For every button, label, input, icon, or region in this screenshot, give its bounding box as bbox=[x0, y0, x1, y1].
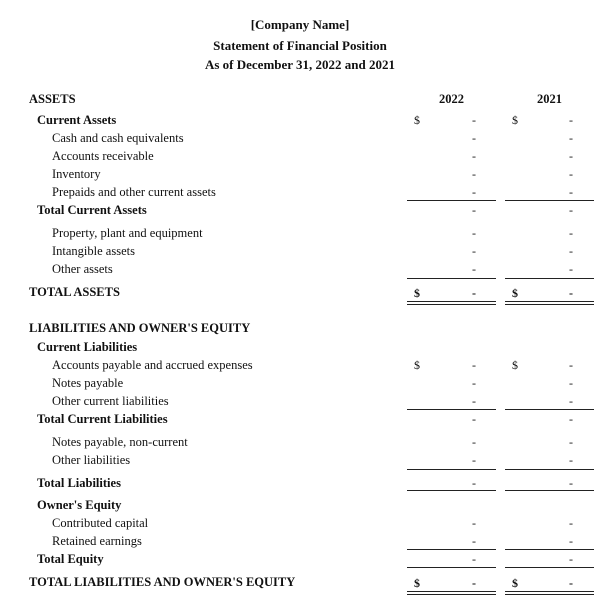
subtotal-rule bbox=[407, 567, 496, 568]
line-contributed-capital: Contributed capital bbox=[52, 516, 149, 530]
currency-sign: $ bbox=[512, 286, 518, 300]
value-cell: - bbox=[472, 131, 476, 145]
value-cell: - bbox=[472, 185, 476, 199]
line-receivable: Accounts receivable bbox=[52, 149, 154, 163]
total-rule bbox=[505, 490, 594, 491]
line-other-current-liabilities: Other current liabilities bbox=[52, 394, 169, 408]
value-cell: - bbox=[472, 203, 476, 217]
double-rule bbox=[407, 301, 496, 302]
subtotal-rule bbox=[505, 200, 594, 201]
value-cell: - bbox=[472, 453, 476, 467]
current-liabilities-heading: Current Liabilities bbox=[37, 340, 138, 354]
currency-sign: $ bbox=[414, 113, 420, 127]
subtotal-rule bbox=[407, 409, 496, 410]
value-cell: - bbox=[569, 286, 573, 300]
value-cell: - bbox=[569, 244, 573, 258]
value-cell: - bbox=[472, 358, 476, 372]
value-cell: - bbox=[472, 516, 476, 530]
line-intangible: Intangible assets bbox=[52, 244, 135, 258]
line-inventory: Inventory bbox=[52, 167, 101, 181]
line-other-liabilities: Other liabilities bbox=[52, 453, 131, 467]
line-prepaids: Prepaids and other current assets bbox=[52, 185, 216, 199]
subtotal-rule bbox=[505, 409, 594, 410]
value-cell: - bbox=[569, 262, 573, 276]
currency-sign: $ bbox=[414, 286, 420, 300]
value-cell: - bbox=[569, 131, 573, 145]
subtotal-rule bbox=[407, 469, 496, 470]
value-cell: - bbox=[569, 394, 573, 408]
value-cell: - bbox=[472, 167, 476, 181]
value-cell: - bbox=[569, 226, 573, 240]
line-retained-earnings: Retained earnings bbox=[52, 534, 142, 548]
subtotal-rule bbox=[407, 200, 496, 201]
subtotal-rule bbox=[407, 278, 496, 279]
owners-equity-heading: Owner's Equity bbox=[37, 498, 122, 512]
total-liabilities: Total Liabilities bbox=[37, 476, 121, 490]
current-assets-heading: Current Assets bbox=[37, 113, 117, 127]
value-cell: - bbox=[569, 453, 573, 467]
subtotal-rule bbox=[505, 549, 594, 550]
subtotal-rule bbox=[505, 567, 594, 568]
value-cell: - bbox=[569, 576, 573, 590]
subtotal-rule bbox=[505, 278, 594, 279]
total-equity: Total Equity bbox=[37, 552, 104, 566]
assets-heading: ASSETS bbox=[29, 92, 76, 106]
value-cell: - bbox=[472, 534, 476, 548]
double-rule bbox=[505, 301, 594, 302]
double-rule bbox=[407, 594, 496, 595]
column-2021: 2021 bbox=[537, 92, 562, 106]
value-cell: - bbox=[472, 394, 476, 408]
value-cell: - bbox=[472, 552, 476, 566]
line-ppe: Property, plant and equipment bbox=[52, 226, 203, 240]
value-cell: - bbox=[569, 534, 573, 548]
value-cell: - bbox=[472, 412, 476, 426]
value-cell: - bbox=[569, 203, 573, 217]
line-cash: Cash and cash equivalents bbox=[52, 131, 184, 145]
line-accounts-payable: Accounts payable and accrued expenses bbox=[52, 358, 253, 372]
double-rule bbox=[407, 304, 496, 305]
value-cell: - bbox=[472, 262, 476, 276]
value-cell: - bbox=[472, 576, 476, 590]
value-cell: - bbox=[472, 376, 476, 390]
double-rule bbox=[505, 304, 594, 305]
currency-sign: $ bbox=[414, 358, 420, 372]
total-current-liabilities: Total Current Liabilities bbox=[37, 412, 168, 426]
value-cell: - bbox=[569, 185, 573, 199]
total-liabilities-and-equity: TOTAL LIABILITIES AND OWNER'S EQUITY bbox=[29, 575, 296, 589]
double-rule bbox=[505, 591, 594, 592]
liabilities-heading: LIABILITIES AND OWNER'S EQUITY bbox=[29, 321, 251, 335]
column-2022: 2022 bbox=[439, 92, 464, 106]
value-cell: - bbox=[472, 476, 476, 490]
statement-date: As of December 31, 2022 and 2021 bbox=[204, 57, 396, 72]
currency-sign: $ bbox=[512, 576, 518, 590]
currency-sign: $ bbox=[512, 358, 518, 372]
value-cell: - bbox=[569, 113, 573, 127]
line-other-assets: Other assets bbox=[52, 262, 113, 276]
value-cell: - bbox=[472, 244, 476, 258]
value-cell: - bbox=[569, 376, 573, 390]
total-rule bbox=[407, 490, 496, 491]
value-cell: - bbox=[569, 358, 573, 372]
total-assets: TOTAL ASSETS bbox=[29, 285, 120, 299]
value-cell: - bbox=[569, 435, 573, 449]
company-name: [Company Name] bbox=[250, 17, 350, 32]
value-cell: - bbox=[472, 226, 476, 240]
subtotal-rule bbox=[505, 469, 594, 470]
total-current-assets: Total Current Assets bbox=[37, 203, 147, 217]
currency-sign: $ bbox=[512, 113, 518, 127]
value-cell: - bbox=[472, 149, 476, 163]
value-cell: - bbox=[472, 113, 476, 127]
value-cell: - bbox=[472, 286, 476, 300]
double-rule bbox=[407, 591, 496, 592]
value-cell: - bbox=[569, 552, 573, 566]
double-rule bbox=[505, 594, 594, 595]
currency-sign: $ bbox=[414, 576, 420, 590]
line-notes-payable-noncurrent: Notes payable, non-current bbox=[52, 435, 188, 449]
value-cell: - bbox=[569, 516, 573, 530]
statement-title: Statement of Financial Position bbox=[213, 38, 387, 53]
value-cell: - bbox=[569, 167, 573, 181]
value-cell: - bbox=[569, 476, 573, 490]
subtotal-rule bbox=[407, 549, 496, 550]
value-cell: - bbox=[472, 435, 476, 449]
value-cell: - bbox=[569, 412, 573, 426]
line-notes-payable: Notes payable bbox=[52, 376, 124, 390]
value-cell: - bbox=[569, 149, 573, 163]
